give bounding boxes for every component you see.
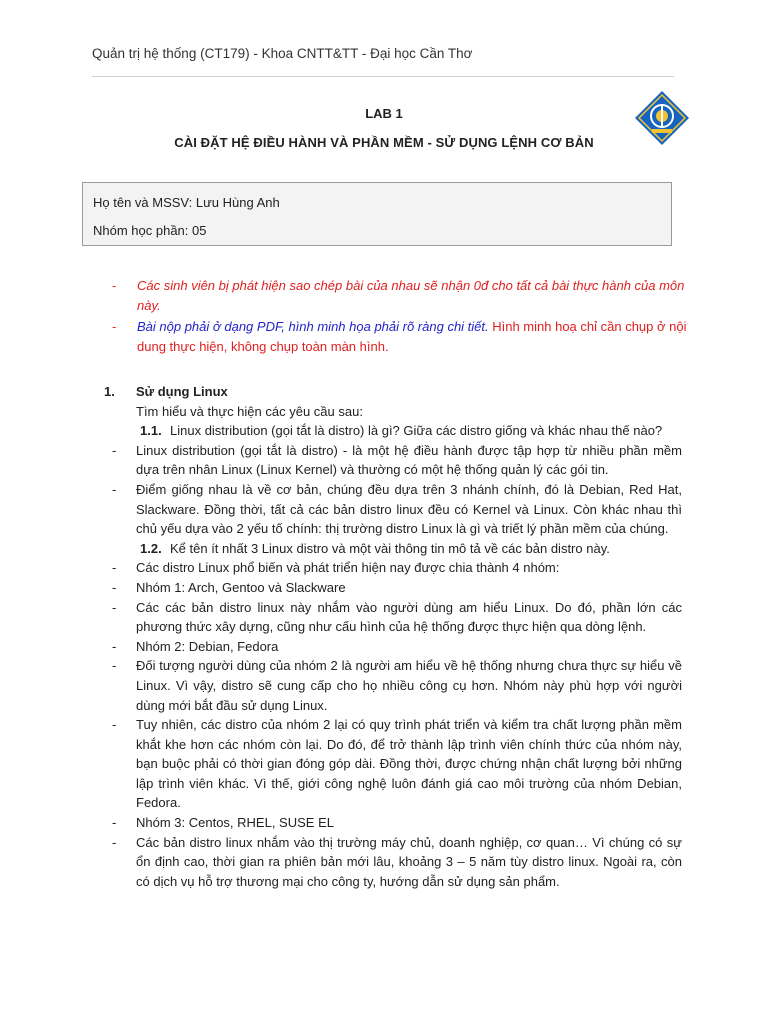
student-name-line: Họ tên và MSSV: Lưu Hùng Anh: [93, 195, 280, 210]
question-number: 1.1.: [140, 423, 162, 439]
list-item: [92, 637, 682, 657]
list-item-text: Nhóm 3: Centos, RHEL, SUSE EL: [136, 815, 334, 831]
student-info-box: [82, 182, 672, 246]
question-text: Linux distribution (gọi tắt là distro) là gì? Giữa các distro giống và khác nhau thế nào?: [170, 423, 663, 439]
list-item-text: Nhóm 1: Arch, Gentoo và Slackware: [136, 579, 346, 595]
list-item: [92, 578, 682, 598]
note-dash: -: [112, 319, 117, 334]
section-linux: [92, 382, 682, 891]
lab-subtitle: CÀI ĐẶT HỆ ĐIỀU HÀNH VÀ PHẦN MỀM - SỬ DỤNG LỆNH CƠ BẢN: [174, 135, 594, 150]
list-item-text: Đối tượng người dùng của nhóm 2 là người am hiểu về hệ thống nhưng chưa thực sự hiểu về Linux. Vì vậy, distro sẽ cung cấp cho họ nhiều công cụ hơn. Nhóm này phù hợp với người dùng mới bắt đầu sử dụng Linux.: [136, 658, 682, 713]
header-divider: [92, 76, 674, 77]
list-item-text: Các các bản distro linux này nhắm vào người dùng am hiểu Linux. Do đó, phần lớn các phương thức xây dựng, cũng như cấu hình của hệ thống được thực hiện qua dòng lệnh.: [136, 599, 682, 635]
bullet-dash: -: [112, 658, 117, 674]
list-item-text: Linux distribution (gọi tắt là distro) - là một hệ điều hành được tập hợp từ nhiều phần mềm dựa trên nhân Linux (Linux Kernel) và thường có một hệ thống quản lý các gói tin.: [136, 442, 682, 478]
document-header: Quản trị hệ thống (CT179) - Khoa CNTT&TT - Đại học Cần Thơ: [92, 46, 473, 61]
list-item-text: Điểm giống nhau là về cơ bản, chúng đều dựa trên 3 nhánh chính, đó là Debian, Red Hat, Slackware. Đồng thời, tất cả các bản distro linux đều có Kernel và Linux. Còn khác nhau thì chủ yếu dựa vào 2 yếu tố chính: thị trường distro Linux là gì và triết lý phần mềm của chúng.: [136, 481, 682, 537]
lab-title: LAB 1: [365, 106, 403, 121]
list-item: [92, 480, 682, 539]
section-number: 1.: [104, 384, 115, 399]
list-item: [92, 558, 682, 578]
question-heading: [92, 539, 682, 559]
list-item: [92, 813, 682, 833]
bullet-dash: -: [112, 638, 117, 654]
note-screenshot-text: Hình minh hoạ chỉ cần chụp ở nội dung thực hiện, không chụp toàn màn hình.: [137, 319, 687, 354]
bullet-dash: -: [112, 815, 117, 831]
list-item-text: Các distro Linux phổ biến và phát triển hiện nay được chia thành 4 nhóm:: [136, 560, 560, 576]
student-group-line: Nhóm học phần: 05: [93, 223, 207, 238]
bullet-dash: -: [112, 481, 117, 497]
note-item: [112, 276, 692, 315]
bullet-dash: -: [112, 599, 117, 615]
list-item-text: Các bản distro linux nhắm vào thị trường máy chủ, doanh nghiệp, cơ quan… Vì chúng có sự ổn định cao, thời gian ra phiên bản mới lâu, khoảng 3 – 5 năm tùy distro linux. Ngoài ra, còn có dịch vụ hỗ trợ thương mại cho công ty, hướng dẫn sử dụng sản phẩm.: [136, 834, 682, 889]
bullet-dash: -: [112, 717, 117, 733]
bullet-dash: -: [112, 579, 117, 595]
bullet-dash: -: [112, 834, 117, 850]
section-title: Sử dụng Linux: [136, 384, 228, 399]
bullet-dash: -: [112, 442, 117, 458]
question-text: Kể tên ít nhất 3 Linux distro và một vài thông tin mô tả về các bản distro này.: [170, 540, 610, 556]
list-item: [92, 715, 682, 813]
note-dash: -: [112, 278, 117, 293]
list-item-text: Nhóm 2: Debian, Fedora: [136, 638, 279, 654]
list-item: [92, 598, 682, 637]
note-item: [112, 317, 692, 356]
list-item: [92, 441, 682, 480]
note-pdf-text: Bài nộp phải ở dạng PDF, hình minh họa phải rõ ràng chi tiết.: [137, 319, 489, 334]
list-item: [92, 833, 682, 892]
section-intro: Tìm hiểu và thực hiện các yêu cầu sau:: [136, 403, 363, 419]
question-number: 1.2.: [140, 540, 162, 556]
list-item: [92, 656, 682, 715]
submission-notes: [112, 276, 692, 358]
question-heading: [92, 421, 682, 441]
section-heading: [92, 382, 682, 402]
note-plagiarism-text: Các sinh viên bị phát hiện sao chép bài của nhau sẽ nhận 0đ cho tất cả bài thực hành của môn này.: [137, 278, 685, 313]
list-item-text: Tuy nhiên, các distro của nhóm 2 lại có quy trình phát triển và kiểm tra chất lượng phần mềm khắt khe hơn các nhóm còn lại. Do đó, để trở thành lập trình viên chính thức của nhóm này, bạn buộc phải có thời gian đóng góp dài. Đồng thời, được chứng nhận chất lượng bởi những lập trình viên khác. Vì thế, giới công nghệ luôn đánh giá cao môi trường của nhóm Debian, Fedora.: [136, 717, 682, 811]
bullet-dash: -: [112, 560, 117, 576]
